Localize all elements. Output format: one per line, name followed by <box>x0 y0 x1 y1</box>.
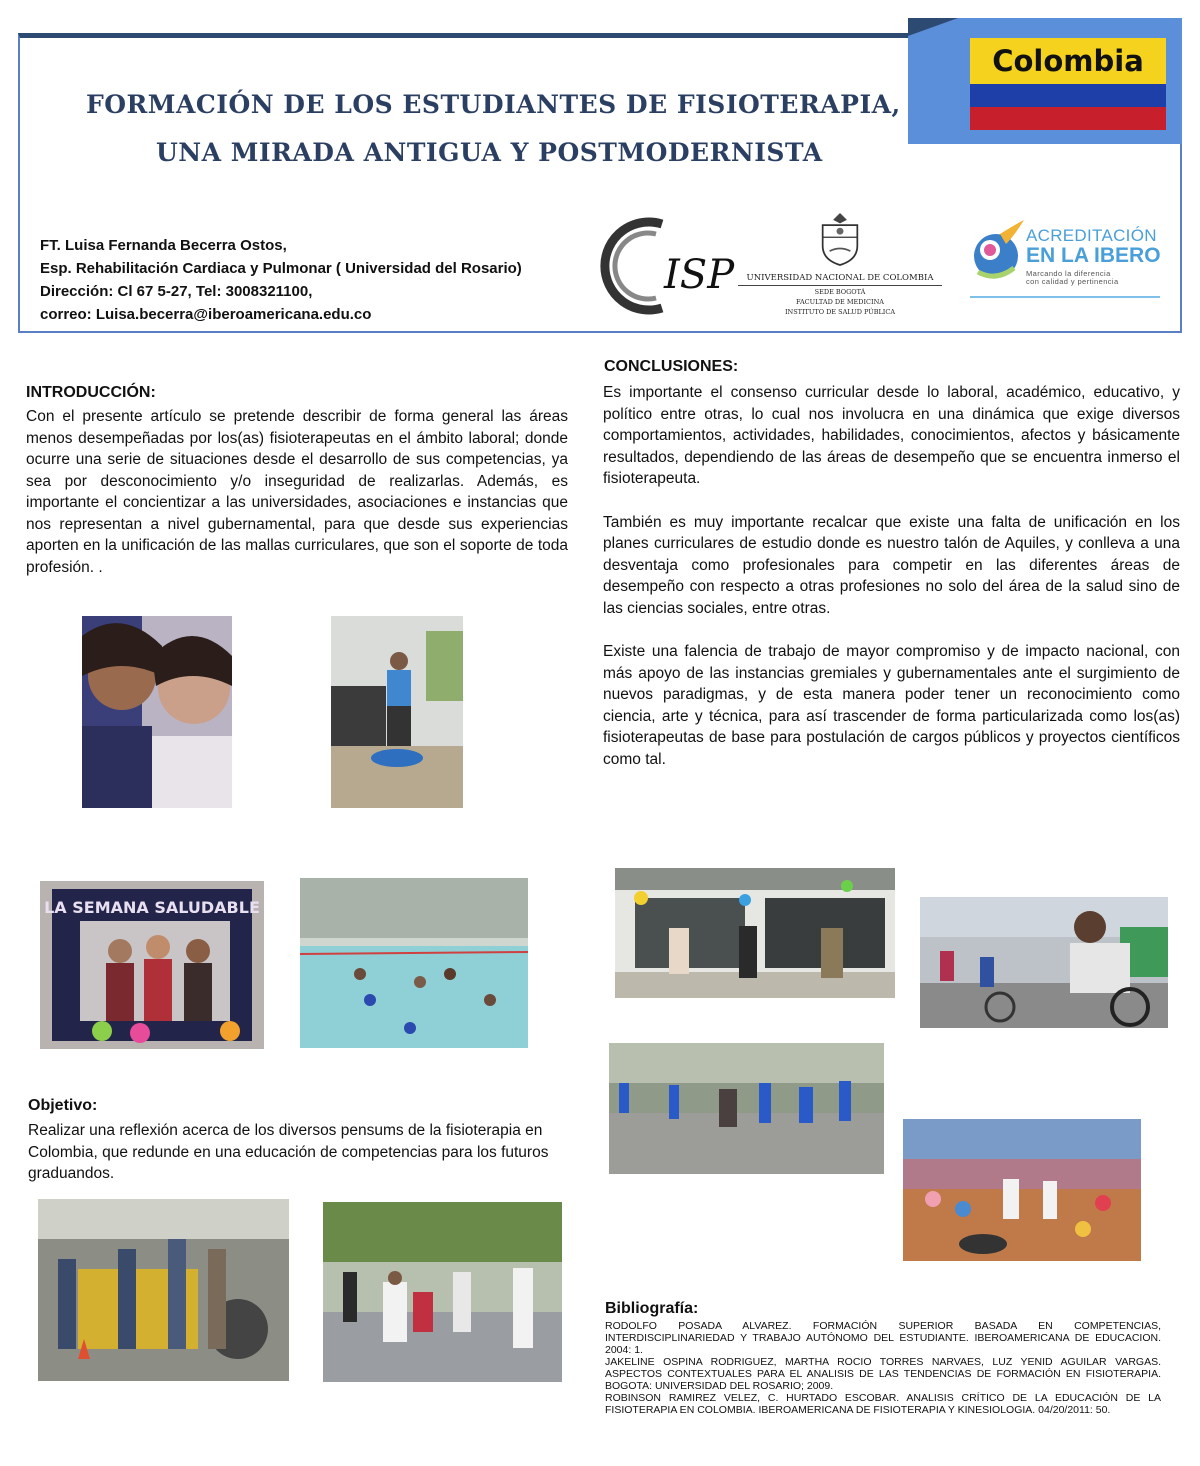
author-name: FT. Luisa Fernanda Becerra Ostos, <box>40 237 287 254</box>
ibero-tagline-2: con calidad y pertinencia <box>1026 277 1119 286</box>
conclusion-paragraph: Existe una falencia de trabajo de mayor compromiso y de impacto nacional, con más apoyo de las instancias gremiales y gubernamentales ante el surgimiento de nuevos paradigmas, y de esta manera poder tener un reconocimiento como ciencia, arte y técnica, para así trascender de forma particularizada como los(as) fisioterapeutas de base para postulación de cargos públicos y proyectos científicos como tal. <box>603 643 1180 768</box>
conclusion-paragraph: Es importante el consenso curricular desde lo laboral, académico, educativo, y político entre otras, lo cual nos involucra en una dinámica que exige diversos comportamientos, actividades, habilidades, conocimientos, afectos y básicamente resultados, dependiendo de las áreas de desempeño que se encuentra inmerso el fisioterapeuta. <box>603 384 1180 487</box>
conclusions-text <box>603 382 1180 792</box>
bibliography-heading: Bibliografía: <box>605 1300 699 1317</box>
photo-folk-dance <box>323 1202 562 1382</box>
author-email: correo: Luisa.becerra@iberoamericana.edu.co <box>40 306 372 323</box>
colombia-flag <box>970 38 1166 130</box>
author-specialty: Esp. Rehabilitación Cardiaca y Pulmonar ( Universidad del Rosario) <box>40 260 522 277</box>
un-instituto: INSTITUTO DE SALUD PÚBLICA <box>784 308 896 316</box>
photo-workshop-workers <box>38 1199 289 1381</box>
acreditacion-ibero-logo <box>970 214 1164 302</box>
un-name: UNIVERSIDAD NACIONAL DE COLOMBIA <box>738 273 942 286</box>
poster-title-line2: UNA MIRADA ANTIGUA Y POSTMODERNISTA <box>156 138 823 167</box>
photo-semana-saludable <box>40 881 264 1049</box>
photo-child-patient <box>82 616 232 808</box>
objective-heading: Objetivo: <box>28 1097 98 1114</box>
introduction-heading: INTRODUCCIÓN: <box>26 384 156 401</box>
bibliography-entry: ROBINSON RAMIREZ VELEZ, C. HURTADO ESCOBAR. ANALISIS CRÍTICO DE LA EDUCACIÓN DE LA FISIOTERAPIA EN COLOMBIA. IBEROAMERICANA DE FISIOTERAPIA Y KINESIOLOGIA. 04/20/2011: 50. <box>605 1392 1161 1416</box>
ibero-tagline <box>1026 270 1119 286</box>
author-block <box>40 234 522 326</box>
photo-balloons-activity <box>615 868 895 998</box>
author-address: Dirección: Cl 67 5-27, Tel: 3008321100, <box>40 283 313 300</box>
coat-of-arms-icon <box>814 210 866 268</box>
poster-title-line1: FORMACIÓN DE LOS ESTUDIANTES DE FISIOTERAPIA, <box>86 90 901 119</box>
bibliography-entry: RODOLFO POSADA ALVAREZ. FORMACIÓN SUPERIOR BASADA EN COMPETENCIAS, INTERDISCIPLINARIEDAD Y TRABAJO AUTÓNOMO DEL ESTUDIANTE. IBEROAMERICANA DE EDUCACION. 2004: 1. <box>605 1320 1161 1356</box>
isp-logo <box>604 216 735 316</box>
photo-cycling <box>920 897 1168 1028</box>
semana-saludable-sign: LA SEMANA SALUDABLE <box>44 898 260 917</box>
photo-elderly-group <box>609 1043 884 1174</box>
objective-text: Realizar una reflexión acerca de los diversos pensums de la fisioterapia en Colombia, que redunde en una educación de competencias para los futuros graduandos. <box>28 1122 549 1182</box>
ibero-emblem-icon <box>970 220 1026 290</box>
ibero-line2: EN LA IBERO <box>1026 244 1161 267</box>
un-sede: SEDE BOGOTÁ <box>814 288 866 296</box>
ibero-tagline-1: Marcando la diferencia <box>1026 269 1111 278</box>
conclusion-paragraph: También es muy importante recalcar que existe una falta de unificación en los planes curriculares de estudio donde es nuestro talón de Aquiles, y conlleva a una desventaja como profesionales para competir en las diferentes áreas de desempeño con respecto a otras profesiones no solo del área de la salud sino de las ciencias sociales, entre otras. <box>603 513 1180 617</box>
photo-children-classroom <box>903 1119 1141 1261</box>
isp-logo-text: ISP <box>664 252 735 298</box>
photo-balance-exercise <box>331 616 463 808</box>
un-facultad: FACULTAD DE MEDICINA <box>796 298 884 306</box>
conclusions-heading: CONCLUSIONES: <box>604 358 739 375</box>
ibero-line1: ACREDITACIÓN <box>1026 226 1157 245</box>
photo-swimming-pool <box>300 878 528 1048</box>
introduction-text: Con el presente artículo se pretende describir de forma general las áreas menos desempeñadas por los(as) fisioterapeutas en el ámbito laboral; donde ocurre una serie de situaciones desde el desarrollo de sus competencias, ya sea por desconocimiento y/o inseguridad de realizarlas. Además, es importante el concientizar a las universidades, asociaciones e instancias que nos representan a nivel gubernamental, para que desde sus experiencias aporten en la unificación de las mallas curriculares, que son el soporte de toda profesión. . <box>26 408 568 576</box>
country-label: Colombia <box>970 38 1166 84</box>
bibliography-entry: JAKELINE OSPINA RODRIGUEZ, MARTHA ROCIO TORRES NARVAES, LUZ YENID AGUILAR VARGAS. ASPECTOS CONTEXTUALES PARA EL ANALISIS DE LAS TENDENCIAS DE FORMACIÓN EN FISIOTERAPIA. BOGOTA: UNIVERSIDAD DEL ROSARIO; 2009. <box>605 1356 1161 1392</box>
bibliography-list <box>605 1320 1161 1416</box>
universidad-nacional-logo <box>738 210 942 322</box>
